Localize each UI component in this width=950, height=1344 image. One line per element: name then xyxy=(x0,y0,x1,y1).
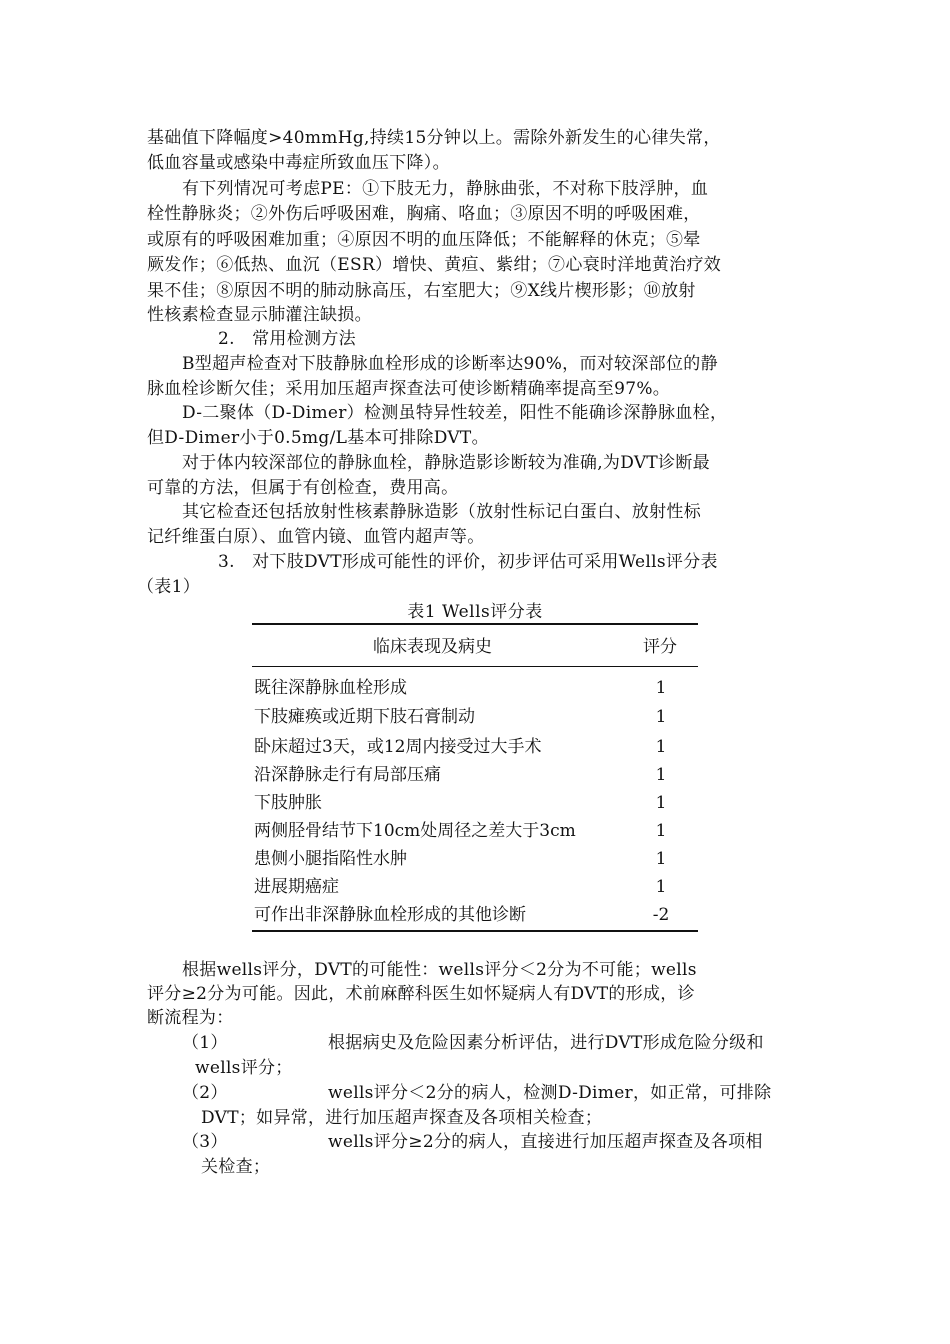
table-row-score: 1 xyxy=(655,793,667,813)
table-row-score: -2 xyxy=(652,905,670,925)
table-row-score: 1 xyxy=(655,877,667,897)
step-text-cont: wells评分； xyxy=(195,1058,293,1078)
table-row-label: 可作出非深静脉血栓形成的其他诊断 xyxy=(254,905,526,925)
text-line: 记纤维蛋白原）、血管内镜、血管内超声等。 xyxy=(147,527,485,547)
table-row-score: 1 xyxy=(655,678,667,698)
step-number: （3） xyxy=(182,1132,228,1152)
text-line: 有下列情况可考虑PE：①下肢无力，静脉曲张，不对称下肢浮肿，血 xyxy=(182,179,709,199)
table-row-score: 1 xyxy=(655,765,667,785)
text-line: 果不佳；⑧原因不明的肺动脉高压，右室肥大；⑨X线片楔形影；⑩放射 xyxy=(147,281,696,301)
table-row-label: 患侧小腿指陷性水肿 xyxy=(254,849,407,869)
table-header-history: 临床表现及病史 xyxy=(373,637,492,657)
table-row-score: 1 xyxy=(655,821,667,841)
text-line: 断流程为： xyxy=(147,1008,234,1028)
table-row-score: 1 xyxy=(655,707,667,727)
text-line: 评分≥2分为可能。因此，术前麻醉科医生如怀疑病人有DVT的形成，诊 xyxy=(147,984,695,1004)
text-line: 基础值下降幅度>40mmHg,持续15分钟以上。需除外新发生的心律失常， xyxy=(147,128,721,148)
table-row-label: 进展期癌症 xyxy=(254,877,339,897)
section-heading: 3. 对下肢DVT形成可能性的评价，初步评估可采用Wells评分表 xyxy=(218,552,718,572)
table-row-label: 卧床超过3天，或12周内接受过大手术 xyxy=(254,737,542,757)
table-title: 表1 Wells评分表 xyxy=(407,602,543,622)
table-row-score: 1 xyxy=(655,737,667,757)
text-line: B型超声检查对下肢静脉血栓形成的诊断率达90%，而对较深部位的静 xyxy=(182,354,718,374)
table-header-rule xyxy=(252,666,698,667)
table-row-label: 下肢瘫痪或近期下肢石膏制动 xyxy=(254,707,475,727)
step-text: wells评分＜2分的病人，检测D-Dimer，如正常，可排除 xyxy=(328,1083,772,1103)
table-header-score: 评分 xyxy=(643,637,677,657)
text-line: 可靠的方法，但属于有创检查，费用高。 xyxy=(147,478,459,498)
text-line: （表1） xyxy=(137,577,201,597)
step-text-cont: DVT；如异常，进行加压超声探查及各项相关检查； xyxy=(201,1108,603,1128)
table-row-score: 1 xyxy=(655,849,667,869)
text-line: 其它检查还包括放射性核素静脉造影（放射性标记白蛋白、放射性标 xyxy=(182,502,701,522)
text-line: 脉血栓诊断欠佳；采用加压超声探查法可使诊断精确率提高至97%。 xyxy=(147,379,671,399)
text-line: 但D-Dimer小于0.5mg/L基本可排除DVT。 xyxy=(147,428,489,448)
step-number: （2） xyxy=(182,1083,228,1103)
text-line: 根据wells评分，DVT的可能性：wells评分＜2分为不可能；wells xyxy=(182,960,697,980)
text-line: 栓性静脉炎；②外伤后呼吸困难，胸痛、咯血；③原因不明的呼吸困难， xyxy=(147,204,701,224)
step-text: wells评分≥2分的病人，直接进行加压超声探查及各项相 xyxy=(328,1132,763,1152)
text-line: 厥发作；⑥低热、血沉（ESR）增快、黄疸、紫绀；⑦心衰时洋地黄治疗效 xyxy=(147,255,722,275)
table-row-label: 沿深静脉走行有局部压痛 xyxy=(254,765,441,785)
step-text: 根据病史及危险因素分析评估，进行DVT形成危险分级和 xyxy=(328,1033,764,1053)
text-line: 低血容量或感染中毒症所致血压下降）。 xyxy=(147,153,450,173)
step-number: （1） xyxy=(182,1033,228,1053)
table-top-rule xyxy=(252,623,698,625)
text-line: 性核素检查显示肺灌注缺损。 xyxy=(147,305,372,325)
text-line: D-二聚体（D-Dimer）检测虽特异性较差，阳性不能确诊深静脉血栓， xyxy=(182,403,728,423)
table-row-label: 既往深静脉血栓形成 xyxy=(254,678,407,698)
step-text-cont: 关检查； xyxy=(201,1157,271,1177)
text-line: 对于体内较深部位的静脉血栓，静脉造影诊断较为准确,为DVT诊断最 xyxy=(182,453,710,473)
table-row-label: 下肢肿胀 xyxy=(254,793,322,813)
text-line: 或原有的呼吸困难加重；④原因不明的血压降低；不能解释的休克；⑤晕 xyxy=(147,230,701,250)
table-row-label: 两侧胫骨结节下10cm处周径之差大于3cm xyxy=(254,821,576,841)
table-bottom-rule xyxy=(252,930,698,932)
section-heading: 2. 常用检测方法 xyxy=(218,329,356,349)
